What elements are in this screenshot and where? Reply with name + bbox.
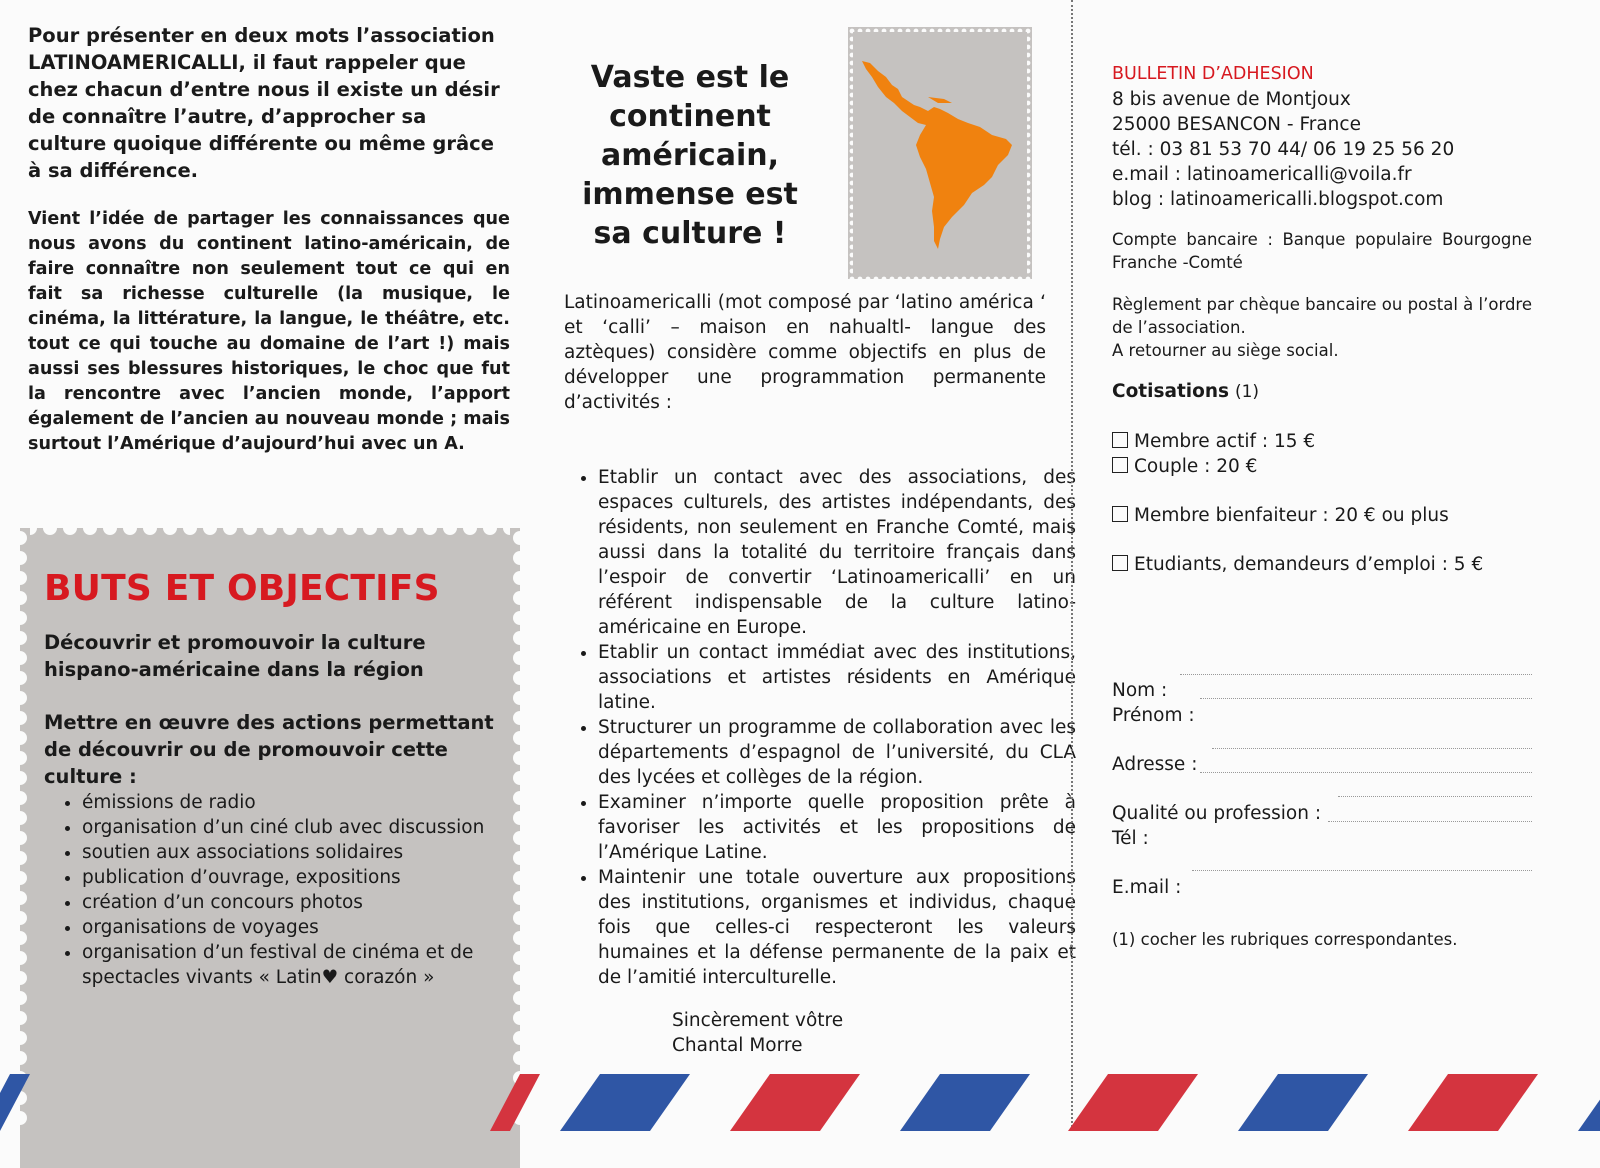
- airmail-stripes: [0, 1074, 1600, 1131]
- payment-text: Règlement par chèque bancaire ou postal à l’ordre de l’association.: [1112, 295, 1532, 337]
- address-line: 25000 BESANCON - France: [1112, 114, 1361, 135]
- headline: Vaste est le continent américain, immense est sa culture !: [582, 60, 798, 251]
- cotisations-note: (1): [1234, 382, 1260, 402]
- intro-text: [28, 22, 510, 457]
- option-label: Etudiants, demandeurs d’emploi : 5 €: [1134, 554, 1484, 575]
- list-item: • publication d’ouvrage, expositions: [82, 865, 504, 890]
- blog-line: blog : latinoamericalli.blogspot.com: [1112, 189, 1444, 210]
- airmail-border: [0, 1074, 1600, 1131]
- goal-discover: Découvrir et promouvoir la culture hispano-américaine dans la région: [44, 631, 426, 681]
- tel-input[interactable]: [1192, 870, 1532, 871]
- goals-title: BUTS ET OBJECTIFS: [44, 568, 440, 609]
- list-item: • Structurer un programme de collaboration avec les départements d’espagnol de l’université, du CLA des lycées et collèges de la région.: [598, 715, 1076, 790]
- adresse-input-line2[interactable]: [1338, 796, 1532, 797]
- form-title: BULLETIN D’ADHESION: [1112, 64, 1314, 84]
- contact-fields: [1112, 672, 1532, 912]
- footnote: (1) cocher les rubriques correspondantes.: [1112, 930, 1458, 949]
- email-label: E.mail :: [1112, 877, 1182, 898]
- list-item: • organisations de voyages: [82, 915, 504, 940]
- option-label: Couple : 20 €: [1134, 456, 1258, 477]
- option-label: Membre bienfaiteur : 20 € ou plus: [1134, 505, 1449, 526]
- fold-divider: [1071, 0, 1073, 1131]
- actions-list: [44, 790, 504, 990]
- intro-paragraph-2: Vient l’idée de partager les connaissances que nous avons du continent latino-américain, de faire connaître non seulement tout ce qui en fait sa richesse culturelle (la musique, le cinéma, la littérature, la langue, le théâtre, etc. tout ce qui touche au domaine de l’art !) mais aussi ses blessures historiques, le choc que fut la rencontre avec l’ancien monde, l’apport également de l’ancien au nouveau monde ; mais surtout l’Amérique d’aujourd’hui avec un A.: [28, 209, 510, 454]
- option-label: Membre actif : 15 €: [1134, 431, 1316, 452]
- nom-input[interactable]: [1200, 698, 1532, 699]
- payment-instructions: [1112, 293, 1532, 362]
- list-item: • émissions de radio: [82, 790, 504, 815]
- signature-name: Chantal Morre: [672, 1035, 803, 1056]
- phone-line: tél. : 03 81 53 70 44/ 06 19 25 56 20: [1112, 139, 1455, 160]
- checkbox[interactable]: [1112, 432, 1128, 448]
- list-item: • organisation d’un festival de cinéma et de spectacles vivants « Latin♥ corazón »: [82, 940, 504, 990]
- stamp-perforation-right: [510, 528, 530, 1128]
- signature-closing: Sincèrement vôtre: [672, 1010, 844, 1031]
- qualite-input[interactable]: [1328, 821, 1532, 822]
- description: [564, 290, 1046, 415]
- goals-section: [44, 568, 504, 990]
- return-text: A retourner au siège social.: [1112, 341, 1339, 360]
- cotisations-label: Cotisations: [1112, 381, 1230, 402]
- email-line: e.mail : latinoamericalli@voila.fr: [1112, 164, 1412, 185]
- adresse-label: Adresse :: [1112, 754, 1198, 775]
- prenom-label: Prénom :: [1112, 705, 1195, 726]
- checkbox[interactable]: [1112, 457, 1128, 473]
- objectives-list: [568, 465, 1076, 990]
- prenom-input[interactable]: [1212, 748, 1532, 749]
- stamp-perforation-left: [10, 528, 30, 1128]
- intro-paragraph-1: Pour présenter en deux mots l’association LATINOAMERICALLI, il faut rappeler que chez chacun d’entre nous il existe un désir de connaître l’autre, d’approcher sa culture quoique différente ou même grâce à sa différence.: [28, 24, 500, 182]
- option-bienfaiteur[interactable]: [1112, 503, 1532, 528]
- checkbox[interactable]: [1112, 506, 1128, 522]
- bank-account: Compte bancaire : Banque populaire Bourgogne Franche -Comté: [1112, 230, 1532, 272]
- address-line: 8 bis avenue de Montjoux: [1112, 89, 1351, 110]
- goal-actions: Mettre en œuvre des actions permettant de découvrir ou de promouvoir cette culture :: [44, 711, 494, 788]
- option-etudiants[interactable]: [1112, 552, 1532, 577]
- list-item: • Etablir un contact immédiat avec des institutions, associations et artistes résidents en Amérique latine.: [598, 640, 1076, 715]
- list-item: • Maintenir une totale ouverture aux propositions des institutions, organismes et individus, chaque fois que celles-ci respecteront les valeurs humaines et la défense permanente de la paix et de l’amitié interculturelle.: [598, 865, 1076, 990]
- cotisations-heading: [1112, 379, 1532, 405]
- stamp-perforation-top: [20, 518, 520, 538]
- qualite-label: Qualité ou profession :: [1112, 803, 1322, 824]
- adresse-input[interactable]: [1200, 772, 1532, 773]
- option-couple[interactable]: [1112, 454, 1532, 479]
- list-item: • Examiner n’importe quelle proposition prête à favoriser les activités et les propositions de l’Amérique Latine.: [598, 790, 1076, 865]
- tel-label: Tél :: [1112, 828, 1149, 849]
- list-item: • soutien aux associations solidaires: [82, 840, 504, 865]
- latin-america-map-stamp: [848, 27, 1032, 279]
- option-membre-actif[interactable]: [1112, 429, 1532, 454]
- membership-form: [1112, 62, 1532, 577]
- checkbox[interactable]: [1112, 555, 1128, 571]
- description-text: Latinoamericalli (mot composé par ‘latino américa ‘ et ‘calli’ – maison en nahualtl- langue des aztèques) considère comme objectifs en plus de développer une programmation permanente d’activités :: [564, 292, 1046, 413]
- list-item: • organisation d’un ciné club avec discussion: [82, 815, 504, 840]
- signature: [672, 1008, 843, 1058]
- list-item: • Etablir un contact avec des associations, des espaces culturels, des artistes indépendants, des résidents, non seulement en Franche Comté, mais aussi dans la totalité du territoire français dans l’espoir de convertir ‘Latinoamericalli’ en un référent indispensable de la culture latino-américaine en Europe.: [598, 465, 1076, 640]
- nom-label: Nom :: [1112, 680, 1168, 701]
- field-line: [1180, 674, 1532, 675]
- list-item: • création d’un concours photos: [82, 890, 504, 915]
